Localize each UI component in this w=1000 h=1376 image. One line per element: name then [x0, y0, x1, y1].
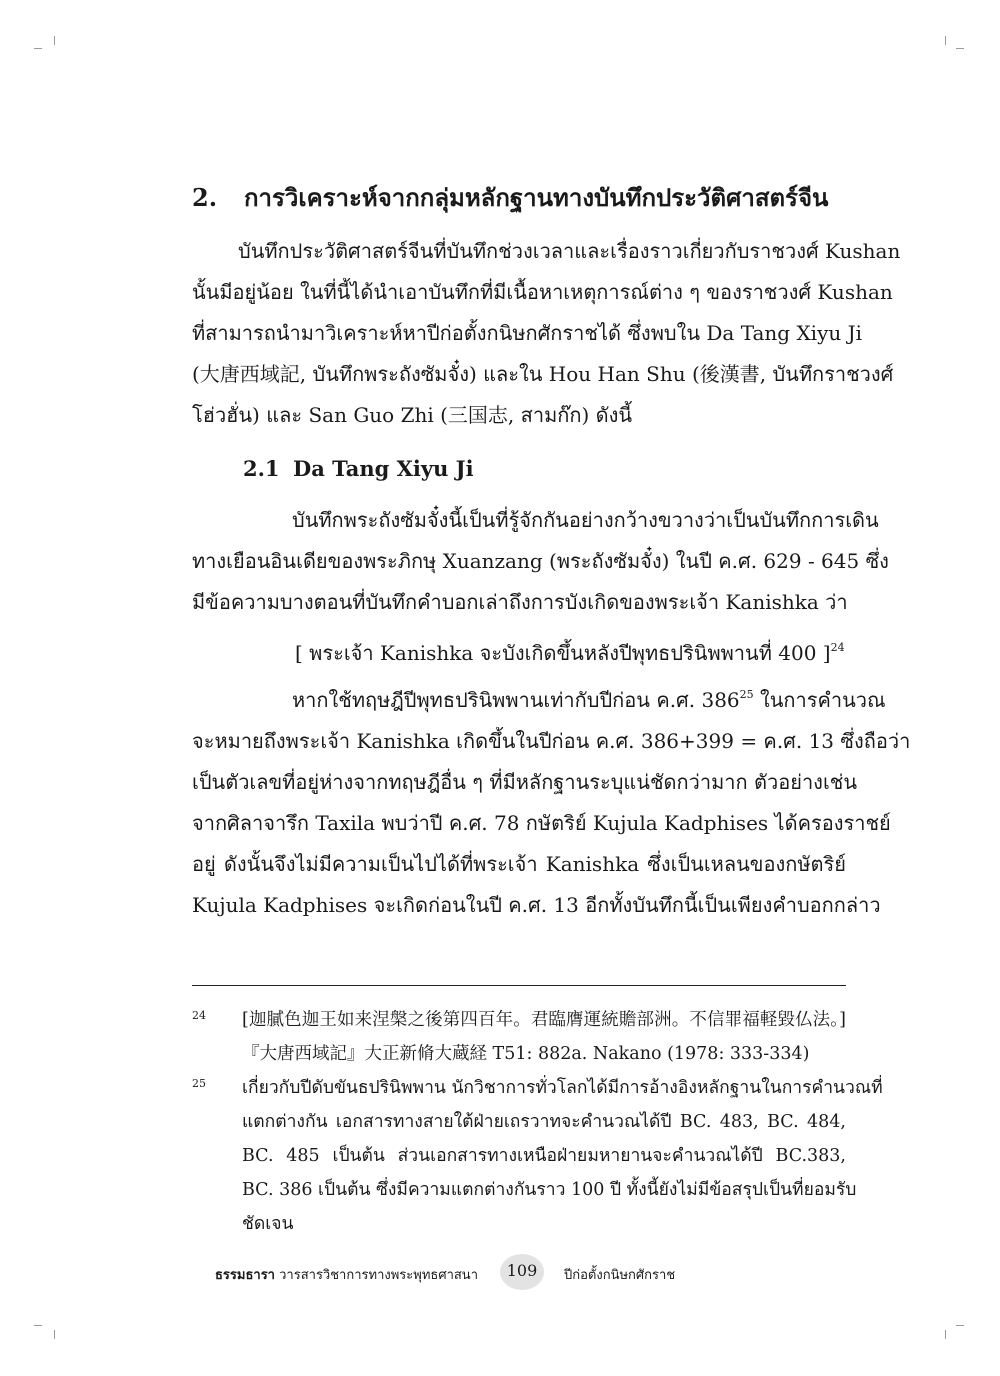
crop-mark [54, 36, 55, 45]
text-line: นั้นมีอยู่น้อย ในที่นี้ได้นำเอาบันทึกที่มีเนื้อหาเหตุการณ์ต่าง ๆ ของราชวงศ์ Kushan [192, 280, 893, 304]
crop-mark [945, 1330, 946, 1339]
intro-paragraph [192, 231, 901, 436]
journal-subtitle: วารสารวิชาการทางพระพุทธศาสนา [279, 1268, 478, 1283]
footnote-line: เกี่ยวกับปีดับขันธปรินิพพาน นักวิชาการทั่วโลกได้มีการอ้างอิงหลักฐานในการคำนวณที่ [242, 1078, 883, 1098]
footnote-line: [迦膩色迦王如来涅槃之後第四百年。君臨膺運統贍部洲。不信罪福軽毀仏法。] [242, 1010, 846, 1030]
analysis-paragraph [192, 674, 911, 926]
footnote-25 [192, 1071, 883, 1241]
footer-journal [215, 1264, 478, 1285]
footnote-ref: 24 [830, 641, 845, 654]
footnote-ref: 25 [739, 688, 754, 701]
subsection-title: Da Tang Xiyu Ji [293, 456, 474, 481]
text-line: จากศิลาจารึก Taxila พบว่าปี ค.ศ. 78 กษัตริย์ Kujula Kadphises ได้ครองราชย์ [192, 811, 891, 835]
crop-mark [34, 1325, 42, 1326]
text-line: อยู่ ดังนั้นจึงไม่มีความเป็นไปได้ที่พระเจ้า Kanishka ซึ่งเป็นเหลนของกษัตริย์ [192, 852, 846, 876]
footnote-mark: 25 [192, 1077, 206, 1090]
footnote-line: BC. 386 เป็นต้น ซึ่งมีความแตกต่างกันราว 100 ปี ทั้งนี้ยังไม่มีข้อสรุปเป็นที่ยอมรับ [242, 1180, 857, 1200]
footnote-line: BC. 485 เป็นต้น ส่วนเอกสารทางเหนือฝ่ายมหายานจะคำนวณได้ปี BC.383, [242, 1146, 846, 1166]
quote-body: [ พระเจ้า Kanishka จะบังเกิดขึ้นหลังปีพุทธปรินิพพานที่ 400 ] [295, 641, 831, 665]
text-line: ทางเยือนอินเดียของพระภิกษุ Xuanzang (พระถังซัมจั๋ง) ในปี ค.ศ. 629 - 645 ซึ่ง [192, 549, 889, 573]
text-line: (大唐西域記, บันทึกพระถังซัมจั๋ง) และใน Hou Han Shu (後漢書, บันทึกราชวงศ์ [192, 362, 894, 386]
footnote-divider [192, 985, 846, 986]
text-line: ที่สามารถนำมาวิเคราะห์หาปีก่อตั้งกนิษกศักราชได้ ซึ่งพบใน Da Tang Xiyu Ji [192, 321, 863, 345]
crop-mark [956, 48, 964, 49]
page-number: 109 [500, 1254, 544, 1290]
crop-mark [945, 36, 946, 45]
quote-text [295, 629, 845, 672]
text-line: โฮ่วฮั่น) และ San Guo Zhi (三国志, สามก๊ก) ดังนี้ [192, 403, 633, 427]
journal-name: ธรรมธารา [214, 1268, 275, 1283]
text-line: จะหมายถึงพระเจ้า Kanishka เกิดขึ้นในปีก่อน ค.ศ. 386+399 = ค.ศ. 13 ซึ่งถือว่า [192, 729, 911, 753]
running-title: ปีก่อตั้งกนิษกศักราช [564, 1268, 676, 1283]
crop-mark [956, 1325, 964, 1326]
crop-mark [34, 48, 42, 49]
text-span: หากใช้ทฤษฎีปีพุทธปรินิพพานเท่ากับปีก่อน ค.ศ. 386 [292, 688, 740, 712]
footnote-line: ชัดเจน [242, 1214, 294, 1234]
page-footer [0, 1254, 1000, 1290]
footnote-mark: 24 [192, 1009, 206, 1022]
text-line: เป็นตัวเลขที่อยู่ห่างจากทฤษฎีอื่น ๆ ที่มีหลักฐานระบุแน่ชัดกว่ามาก ตัวอย่างเช่น [192, 770, 858, 794]
text-span: ในการคำนวณ [753, 688, 886, 712]
section-number: 2. [192, 183, 218, 212]
footnote-line: แตกต่างกัน เอกสารทางสายใต้ฝ่ายเถรวาทจะคำนวณได้ปี BC. 483, BC. 484, [242, 1112, 846, 1132]
section-title: การวิเคราะห์จากกลุ่มหลักฐานทางบันทึกประวัติศาสตร์จีน [244, 183, 829, 212]
subsection-paragraph [192, 500, 889, 623]
footnote-24 [192, 1003, 846, 1071]
section-heading [192, 178, 852, 218]
text-line [192, 674, 886, 721]
subsection-number: 2.1 [243, 456, 280, 481]
text-line: บันทึกพระถังซัมจั๋งนี้เป็นที่รู้จักกันอย่างกว้างขวางว่าเป็นบันทึกการเดิน [292, 508, 879, 532]
subsection-heading [243, 451, 474, 487]
text-line: มีข้อความบางตอนที่บันทึกคำบอกเล่าถึงการบังเกิดของพระเจ้า Kanishka ว่า [192, 590, 848, 614]
text-line: Kujula Kadphises จะเกิดก่อนในปี ค.ศ. 13 อีกทั้งบันทึกนี้เป็นเพียงคำบอกกล่าว [192, 893, 881, 917]
text-line: บันทึกประวัติศาสตร์จีนที่บันทึกช่วงเวลาและเรื่องราวเกี่ยวกับราชวงศ์ Kushan [238, 239, 901, 263]
crop-mark [54, 1330, 55, 1339]
footnote-line: 『大唐西域記』大正新脩大蔵経 T51: 882a. Nakano (1978: 333-334) [242, 1044, 810, 1064]
